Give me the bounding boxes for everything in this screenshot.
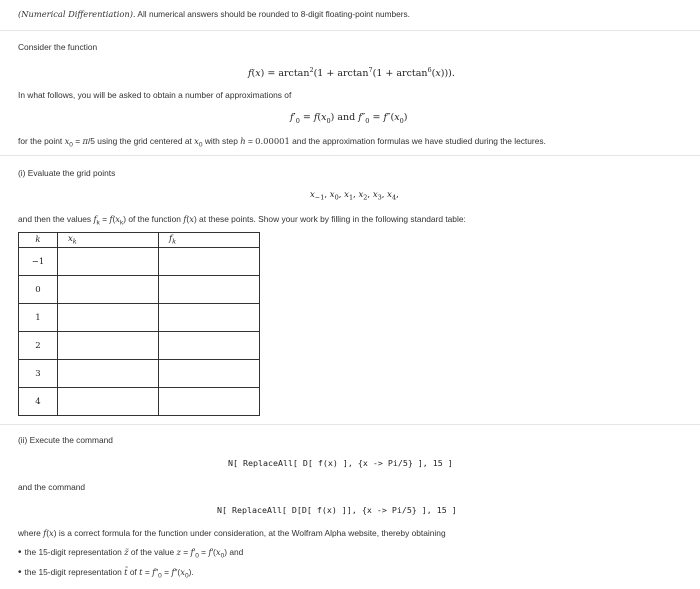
header-fk: $f_k$ [159,233,260,248]
cell-k: 3 [19,360,58,388]
intro-title: (Numerical Differentiation). [18,9,136,19]
approximation-formula: $f'_0 = f(x_0)$ and $f''_0 = f''(x_0)$ [290,112,408,125]
cell-xk[interactable] [58,304,159,332]
then-values-text: and then the values $f_k = f(x_k)$ of the function f(x) at these points. Show your work by filling in the following standard table: [18,214,466,227]
point-line: for the point $x_0 = \pi/5$ using the grid centered at $x_0$ with step h = 0.00001 and the approximation formulas we have studied during the lectures. [18,136,546,149]
table-row [19,332,260,360]
cell-xk[interactable] [58,332,159,360]
cell-k: 4 [19,388,58,416]
grid-points: $x_{-1}$, $x_0$, $x_1$, $x_2$, $x_3$, $x_4$, [310,190,399,202]
bullet-item: • the 15-digit representation z̃ of the value $z = f'_0 = f'(x_0)$ and [18,547,244,560]
bullet-icon: • [18,567,22,578]
part-ii-text: (ii) Execute the command [18,435,113,445]
cell-k: −1 [19,248,58,276]
cell-xk[interactable] [58,360,159,388]
header-xk: $x_k$ [58,233,159,248]
intro-text: (Numerical Differentiation). All numerical answers should be rounded to 8-digit floating-point numbers. [18,9,410,19]
cell-xk[interactable] [58,388,159,416]
bullet-item: • the 15-digit representation t̃ of $t = f''_0 = f''(x_0)$. [18,567,194,580]
table-row [19,276,260,304]
where-line: where f(x) is a correct formula for the function under consideration, at the Wolfram Alpha website, thereby obtaining [18,528,446,538]
command-1: N[ ReplaceAll[ D[ f(x) ], {x -> Pi/5} ], 15 ] [228,458,453,468]
cell-fk[interactable] [159,388,260,416]
cell-xk[interactable] [58,276,159,304]
part-i-text: (i) Evaluate the grid points [18,168,116,178]
function-formula: $f(x) = \arctan^2(1 + \arctan^7(1 + \arctan^6(x)))$. [248,66,455,80]
cell-k: 1 [19,304,58,332]
table-row [19,360,260,388]
cell-fk[interactable] [159,332,260,360]
cell-fk[interactable] [159,248,260,276]
values-table [18,232,260,416]
cell-fk[interactable] [159,304,260,332]
divider [0,155,700,156]
cell-k: 2 [19,332,58,360]
cell-k: 0 [19,276,58,304]
bullet-icon: • [18,547,22,558]
cell-xk[interactable] [58,248,159,276]
table-row [19,388,260,416]
and-command-text: and the command [18,482,86,492]
divider [0,424,700,425]
command-2: N[ ReplaceAll[ D[D[ f(x) ]], {x -> Pi/5} ], 15 ] [217,505,457,515]
table-header-row [19,233,260,248]
table-row [19,248,260,276]
followup-text: In what follows, you will be asked to obtain a number of approximations of [18,90,292,100]
divider [0,30,700,31]
cell-fk[interactable] [159,360,260,388]
consider-text: Consider the function [18,42,98,52]
table-row [19,304,260,332]
cell-fk[interactable] [159,276,260,304]
header-k: k [19,233,58,248]
